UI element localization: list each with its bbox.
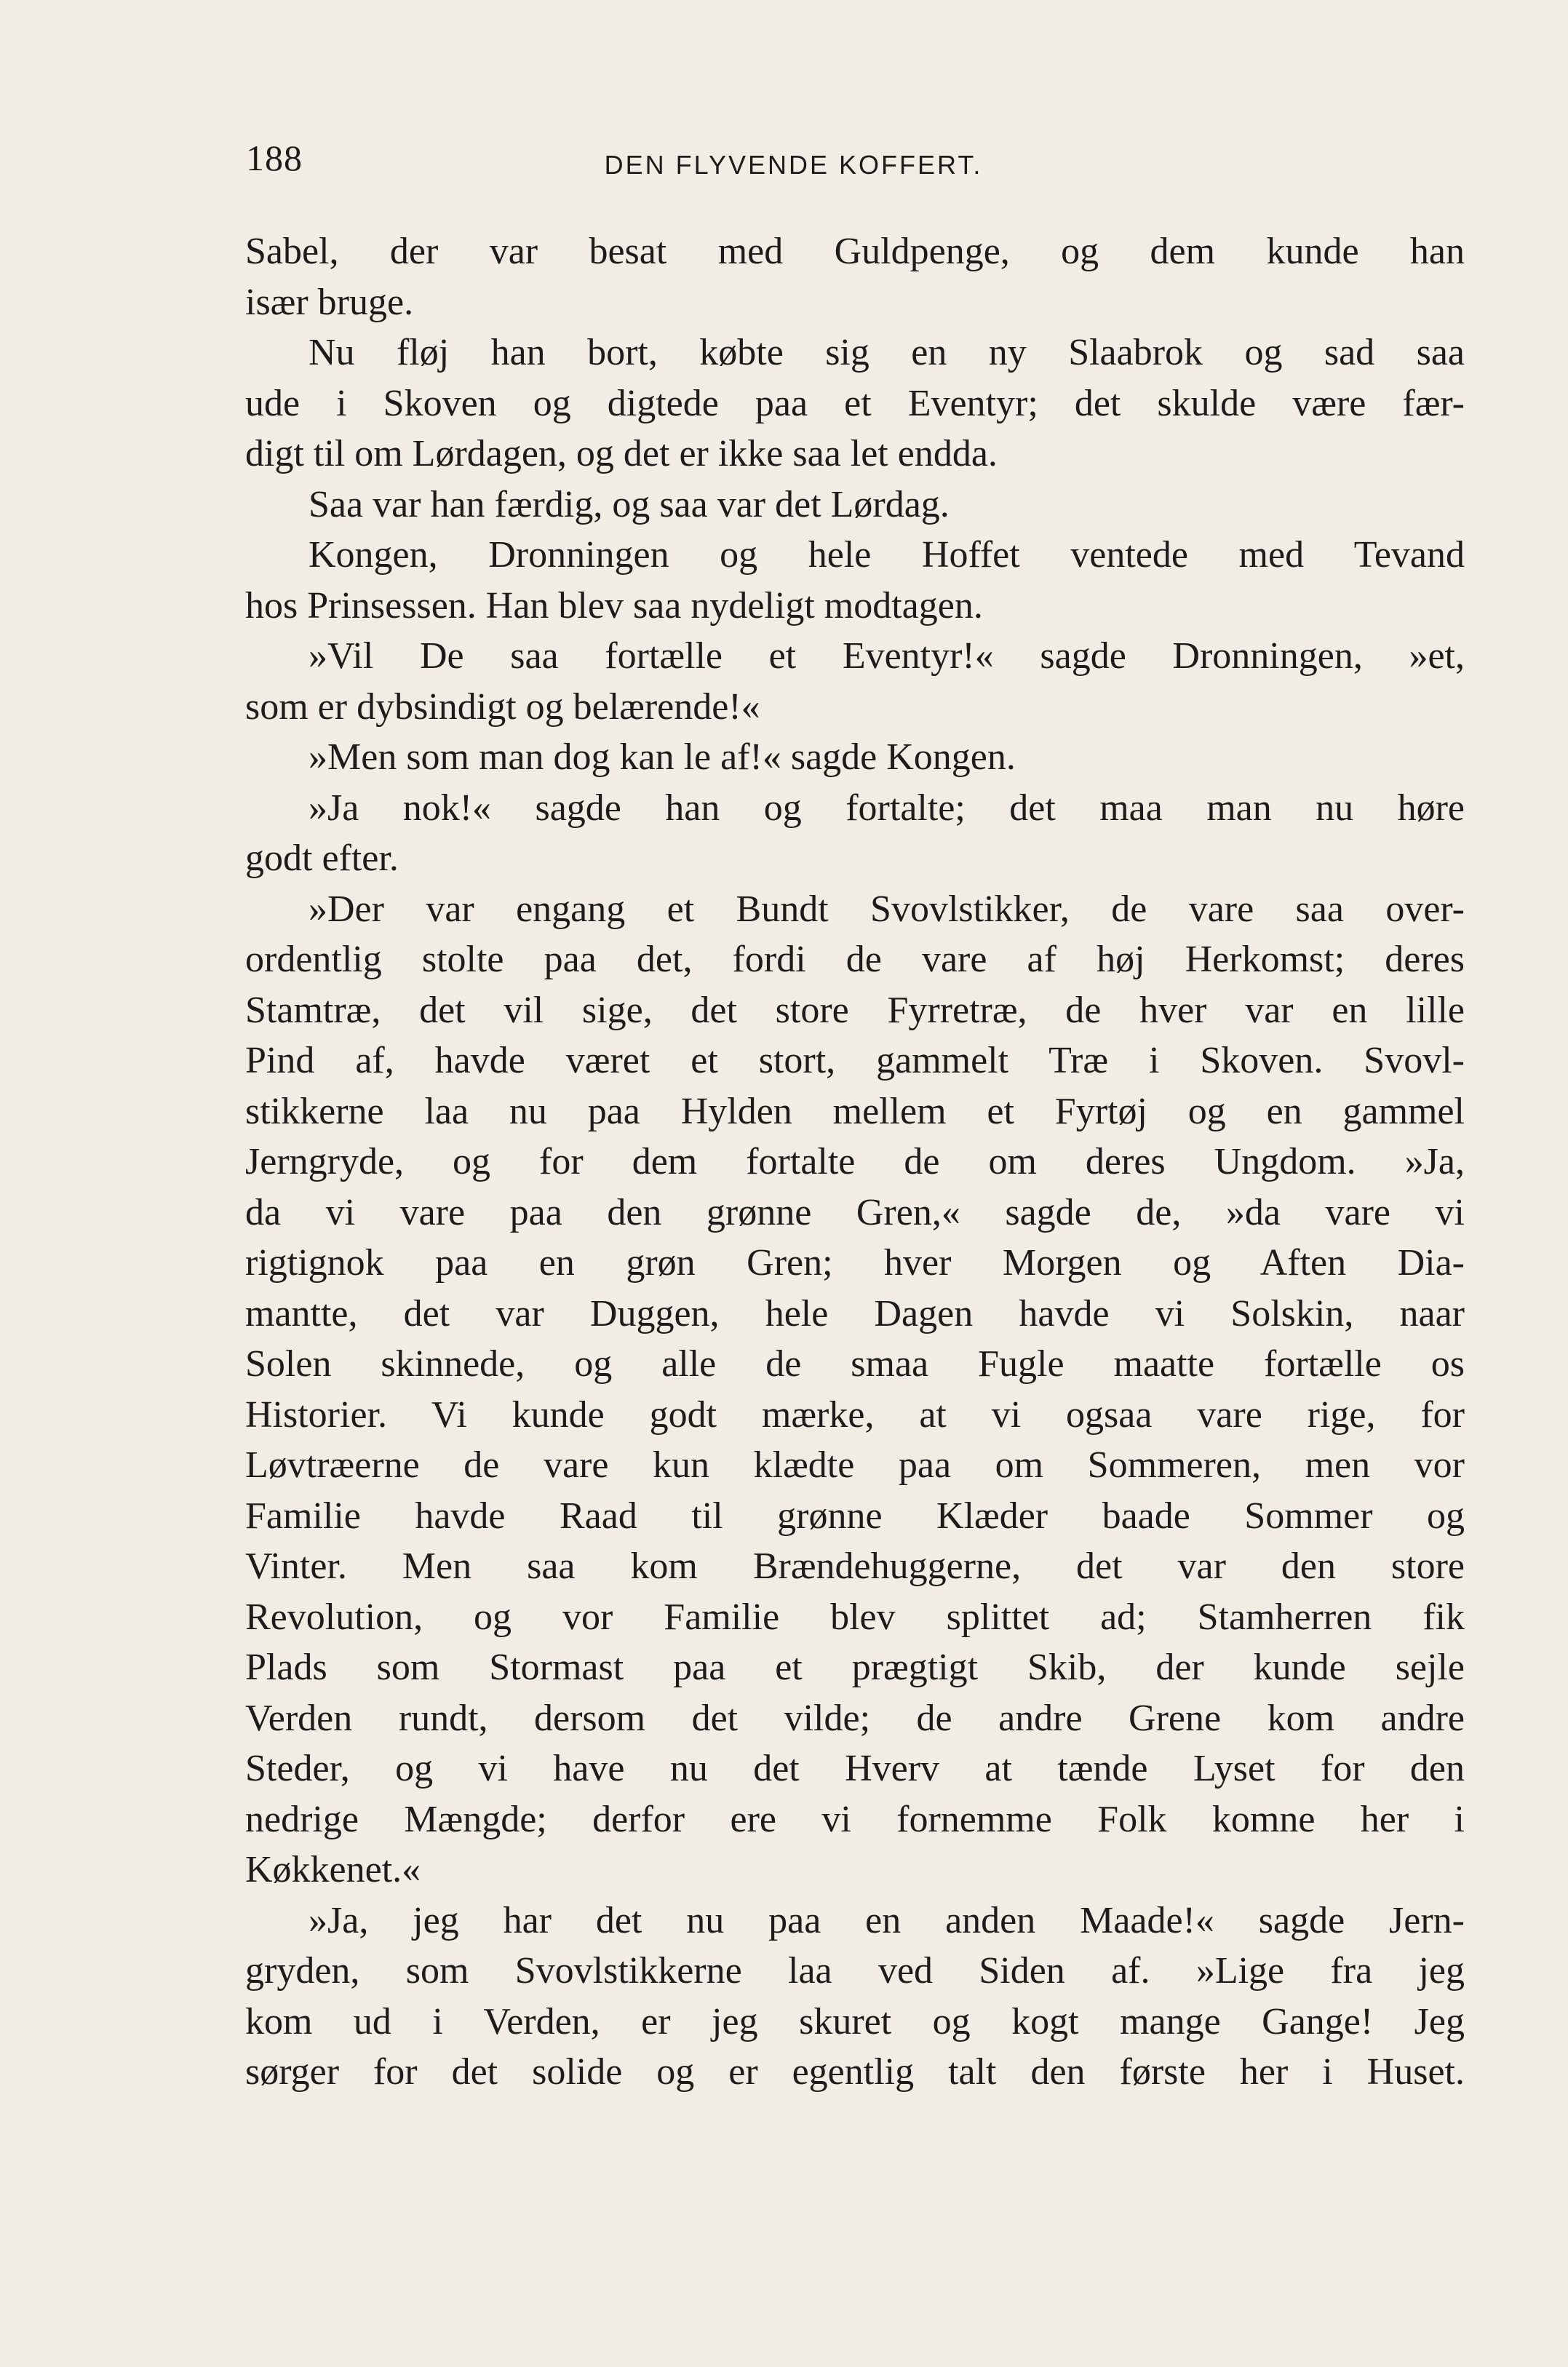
text-line: digt til om Lørdagen, og det er ikke saa let endda. xyxy=(245,433,998,474)
text-line: Familie havde Raad til grønne Klæder baade Sommer og xyxy=(245,1495,1465,1537)
text-line: Pind af, havde været et stort, gammelt Træ i Skoven. Svovl- xyxy=(245,1040,1465,1081)
text-line: stikkerne laa nu paa Hylden mellem et Fyrtøj og en gammel xyxy=(245,1090,1465,1132)
text-line: Solen skinnede, og alle de smaa Fugle maatte fortælle os xyxy=(245,1343,1465,1385)
text-line: Vinter. Men saa kom Brændehuggerne, det var den store xyxy=(245,1545,1465,1587)
text-line: »Der var engang et Bundt Svovlstikker, de vare saa over- xyxy=(309,888,1465,930)
text-line: »Ja, jeg har det nu paa en anden Maade!« sagde Jern- xyxy=(309,1899,1465,1941)
text-line: rigtignok paa en grøn Gren; hver Morgen og Aften Dia- xyxy=(245,1242,1465,1284)
text-line: godt efter. xyxy=(245,838,399,879)
text-line: sørger for det solide og er egentlig talt den første her i Huset. xyxy=(245,2051,1465,2093)
text-line: Jerngryde, og for dem fortalte de om deres Ungdom. »Ja, xyxy=(245,1141,1465,1182)
running-title: DEN FLYVENDE KOFFERT. xyxy=(604,150,983,180)
body-text xyxy=(245,226,1465,2098)
text-line: »Vil De saa fortælle et Eventyr!« sagde Dronningen, »et, xyxy=(309,635,1465,677)
text-line: nedrige Mængde; derfor ere vi fornemme Folk komne her i xyxy=(245,1798,1465,1840)
text-line: da vi vare paa den grønne Gren,« sagde de, »da vare vi xyxy=(245,1191,1465,1233)
text-line: Plads som Stormast paa et prægtigt Skib, der kunde sejle xyxy=(245,1647,1465,1688)
text-line: Køkkenet.« xyxy=(245,1849,421,1890)
text-line: Kongen, Dronningen og hele Hoffet ventede med Tevand xyxy=(309,534,1465,576)
text-line: Løvtræerne de vare kun klædte paa om Sommeren, men vor xyxy=(245,1444,1465,1486)
text-line: som er dybsindigt og belærende!« xyxy=(245,685,760,728)
text-line: Steder, og vi have nu det Hverv at tænde Lyset for den xyxy=(245,1748,1465,1789)
text-line: gryden, som Svovlstikkerne laa ved Siden af. »Lige fra jeg xyxy=(245,1950,1465,1992)
text-line: »Ja nok!« sagde han og fortalte; det maa man nu høre xyxy=(309,787,1465,829)
text-line: »Men som man dog kan le af!« sagde Kongen. xyxy=(309,736,1016,778)
page-number: 188 xyxy=(246,138,303,178)
text-line: ordentlig stolte paa det, fordi de vare af høj Herkomst; deres xyxy=(245,939,1465,980)
text-line: Verden rundt, dersom det vilde; de andre Grene kom andre xyxy=(245,1697,1465,1739)
text-line: Historier. Vi kunde godt mærke, at vi ogsaa vare rige, for xyxy=(245,1393,1465,1436)
text-line: Saa var han færdig, og saa var det Lørdag. xyxy=(309,483,950,525)
text-line: især bruge. xyxy=(245,281,414,323)
text-line: mantte, det var Duggen, hele Dagen havde vi Solskin, naar xyxy=(245,1292,1465,1334)
text-line: Sabel, der var besat med Guldpenge, og dem kunde han xyxy=(245,231,1465,272)
text-line: ude i Skoven og digtede paa et Eventyr; det skulde være fær- xyxy=(245,382,1465,424)
text-line: kom ud i Verden, er jeg skuret og kogt mange Gange! Jeg xyxy=(245,2000,1465,2042)
text-line: hos Prinsessen. Han blev saa nydeligt modtagen. xyxy=(245,584,983,626)
text-line: Nu fløj han bort, købte sig en ny Slaabrok og sad saa xyxy=(309,332,1465,373)
text-line: Revolution, og vor Familie blev splittet ad; Stamherren fik xyxy=(245,1596,1465,1638)
text-line: Stamtræ, det vil sige, det store Fyrretræ, de hver var en lille xyxy=(245,989,1465,1031)
